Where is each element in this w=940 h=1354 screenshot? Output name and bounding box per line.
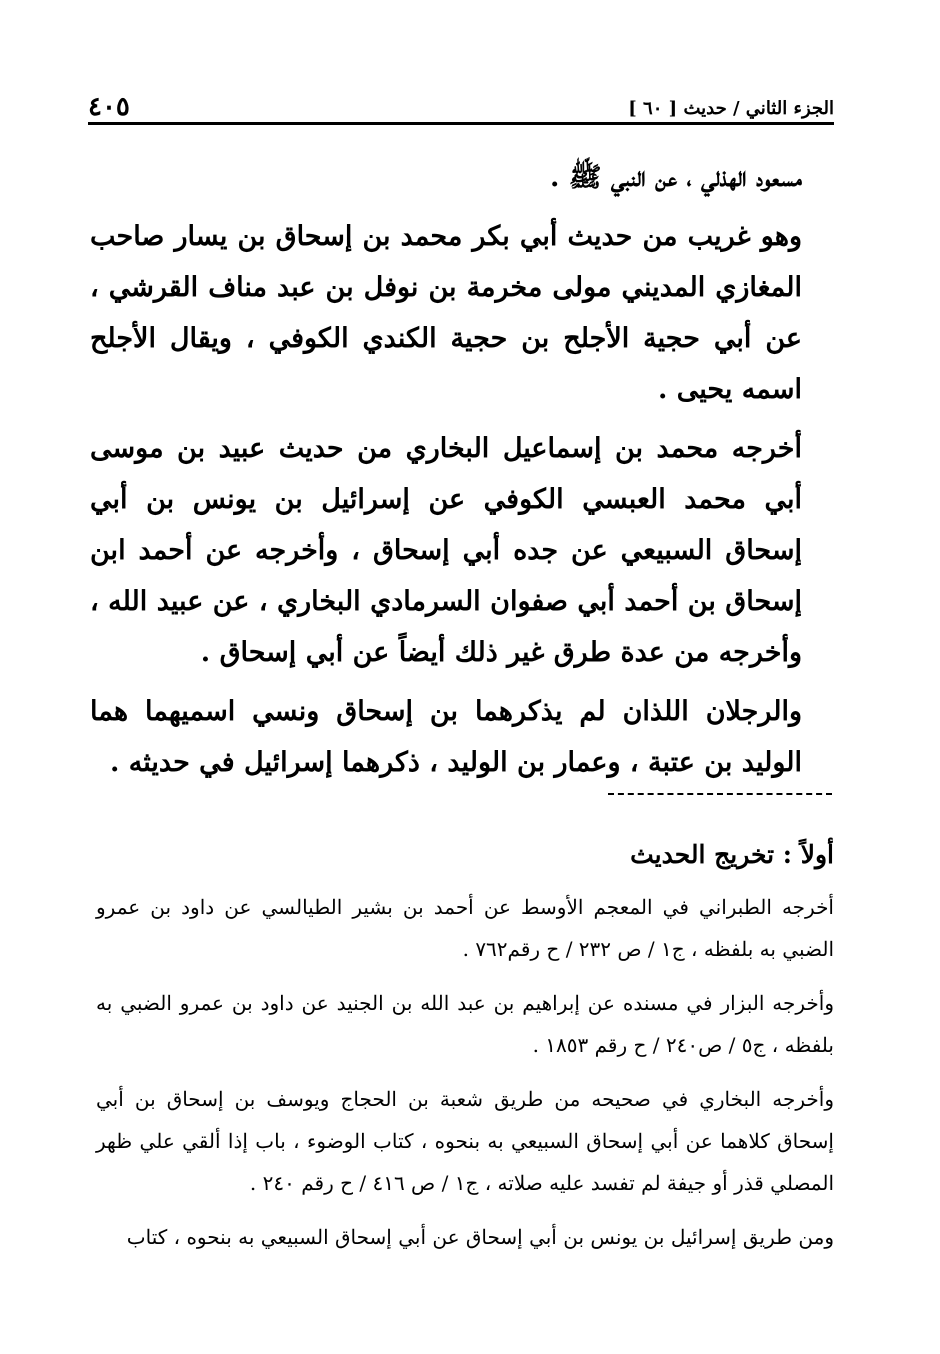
paragraph-3: أخرجه محمد بن إسماعيل البخاري من حديث عبيد بن موسى أبي محمد العبسي الكوفي عن إسرائيل بن يونس بن أبي إسحاق السبيعي عن جده أبي إسحاق ، وأخرجه عن أحمد ابن إسحاق بن أحمد أبي صفوان السرمادي البخاري ، عن عبيد الله ، وأخرجه من عدة طرق غير ذلك أيضاً عن أبي إسحاق . (90, 433, 802, 668)
page-number: ٤٠٥ (88, 92, 130, 122)
header-rule (88, 122, 834, 125)
footnote-2: وأخرجه البزار في مسنده عن إبراهيم بن عبد الله بن الجنيد عن داود بن عمرو الضبي به بلفظه ، ج٥ / ص٢٤٠ / ح رقم ١٨٥٣ . (96, 991, 834, 1057)
paragraph-2: وهو غريب من حديث أبي بكر محمد بن إسحاق بن يسار صاحب المغازي المديني مولى مخرمة بن نوفل بن عبد مناف القرشي ، عن أبي حجية الأجلح بن حجية الكندي الكوفي ، ويقال الأجلح اسمه يحيى . (90, 221, 802, 405)
header-title: الجزء الثاني / حديث [ ٦٠ ] (628, 98, 834, 119)
footnotes (96, 830, 834, 1270)
footnotes-heading: أولاً : تخريج الحديث (630, 840, 834, 869)
paragraph-1: مسعود الهذلي ، عن النبي ﷺ . (550, 162, 802, 193)
footnote-separator (608, 793, 832, 795)
footnote-1: أخرجه الطبراني في المعجم الأوسط عن أحمد بن بشير الطيالسي عن داود بن عمرو الضبي به بلفظه ، ج١ / ص ٢٣٢ / ح رقم٧٦٢ . (96, 895, 834, 961)
paragraph-4: والرجلان اللذان لم يذكرهما بن إسحاق ونسي اسميهما هما الوليد بن عتبة ، وعمار بن الوليد ، ذكرهما إسرائيل في حديثه . (90, 696, 802, 778)
footnote-4: ومن طريق إسرائيل بن يونس بن أبي إسحاق عن أبي إسحاق السبيعي به بنحوه ، كتاب (126, 1225, 834, 1249)
footnote-3: وأخرجه البخاري في صحيحه من طريق شعبة بن الحجاج ويوسف بن إسحاق بن أبي إسحاق كلاهما عن أبي إسحاق السبيعي به بنحوه ، كتاب الوضوء ، باب إذا ألقي علي ظهر المصلي قذر أو جيفة لم تفسد عليه صلاته ، ج١ / ص ٤١٦ / ح رقم ٢٤٠ . (96, 1087, 834, 1195)
main-text (90, 152, 802, 796)
running-header (88, 84, 834, 120)
